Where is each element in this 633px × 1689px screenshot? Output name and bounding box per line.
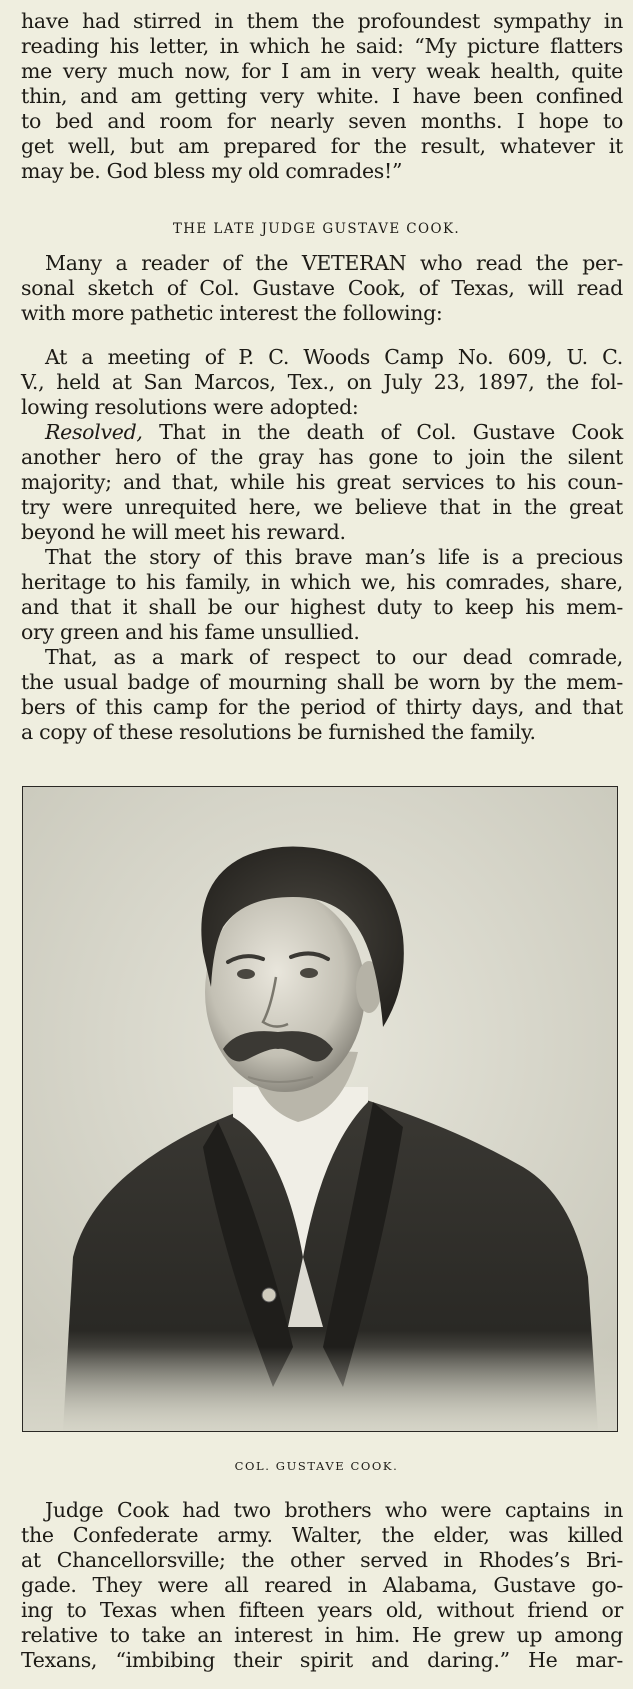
- text-line: ory green and his fame unsullied.: [21, 620, 360, 644]
- text-line: another hero of the gray has gone to join the silent: [21, 445, 623, 469]
- text-line: bers of this camp for the period of thirty days, and that: [21, 695, 623, 719]
- portrait-image: [23, 787, 617, 1431]
- text-line: try were unrequited here, we believe that in the great: [21, 495, 623, 519]
- text-line: reading his letter, in which he said: “My picture flatters: [21, 34, 623, 58]
- text-line: That the story of this brave man’s life is a precious: [45, 545, 623, 569]
- text-line: At a meeting of P. C. Woods Camp No. 609, U. C.: [45, 345, 623, 369]
- coat-button: [262, 1288, 276, 1302]
- text-line: ing to Texas when fifteen years old, without friend or: [21, 1598, 623, 1622]
- article-heading: THE LATE JUDGE GUSTAVE COOK.: [172, 221, 461, 237]
- text-line: a copy of these resolutions be furnished the family.: [21, 720, 536, 744]
- text-line: Judge Cook had two brothers who were captains in: [45, 1498, 623, 1522]
- text-line: sonal sketch of Col. Gustave Cook, of Texas, will read: [21, 276, 623, 300]
- text-line: thin, and am getting very white. I have been confined: [21, 84, 623, 108]
- text-line: relative to take an interest in him. He grew up among: [21, 1623, 623, 1647]
- text-line: majority; and that, while his great services to his coun-: [21, 470, 623, 494]
- text-line: with more pathetic interest the following:: [21, 301, 443, 325]
- text-line: may be. God bless my old comrades!”: [21, 159, 403, 183]
- intro-line-0: Many a reader of the VETERAN who read the per-: [45, 251, 623, 275]
- text-line: [45, 420, 623, 445]
- text-line: get well, but am prepared for the result, whatever it: [21, 134, 623, 158]
- text-line: me very much now, for I am in very weak health, quite: [21, 59, 623, 83]
- face-shape: [205, 892, 365, 1092]
- text-line: and that it shall be our highest duty to keep his mem-: [21, 595, 623, 619]
- text-line: That, as a mark of respect to our dead comrade,: [45, 645, 623, 669]
- text-line: to bed and room for nearly seven months. I hope to: [21, 109, 623, 133]
- resolved-word: Resolved,: [45, 420, 143, 444]
- text-line: Texans, “imbibing their spirit and daring.” He mar-: [21, 1648, 623, 1672]
- text-line: [45, 251, 623, 276]
- text-line: at Chancellorsville; the other served in Rhodes’s Bri-: [21, 1548, 623, 1572]
- text-line: the Confederate army. Walter, the elder, was killed: [21, 1523, 623, 1547]
- text-line: beyond he will meet his reward.: [21, 520, 346, 544]
- portrait-caption: COL. GUSTAVE COOK.: [234, 1459, 399, 1473]
- text-line: lowing resolutions were adopted:: [21, 395, 359, 419]
- resolved-line-rest: That in the death of Col. Gustave Cook: [142, 420, 623, 444]
- text-line: heritage to his family, in which we, his comrades, share,: [21, 570, 623, 594]
- text-line: have had stirred in them the profoundest sympathy in: [21, 9, 623, 33]
- text-line: the usual badge of mourning shall be worn by the mem-: [21, 670, 623, 694]
- text-line: V., held at San Marcos, Tex., on July 23, 1897, the fol-: [21, 370, 623, 394]
- text-line: gade. They were all reared in Alabama, Gustave go-: [21, 1573, 623, 1597]
- portrait-photo: [22, 786, 618, 1432]
